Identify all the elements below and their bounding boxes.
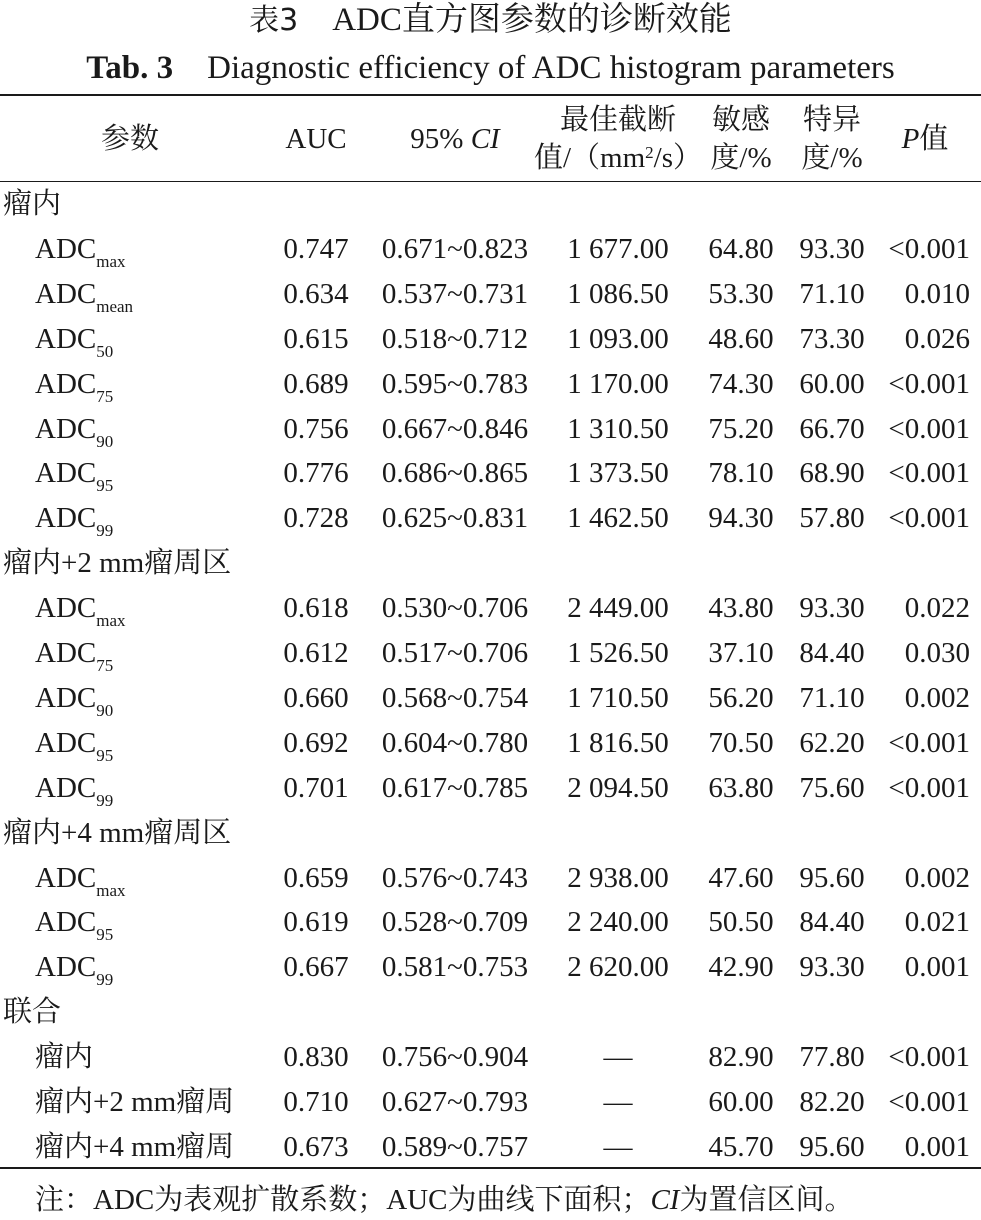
- table-row: [0, 1035, 981, 1080]
- sensitivity-cell: 47.60: [708, 861, 774, 894]
- param-subscript: max: [96, 251, 126, 271]
- table-row: [0, 317, 981, 362]
- ci-cell: 0.568~0.754: [381, 681, 529, 714]
- section-header-row: [0, 990, 981, 1035]
- table-row: [0, 496, 981, 541]
- param-name: ADC: [35, 322, 97, 355]
- param-cell: [35, 945, 113, 990]
- param-subscript: 75: [96, 386, 114, 406]
- header-param: 参数: [100, 123, 159, 155]
- p-value-cell: 0.002: [904, 681, 970, 714]
- table-row: [0, 407, 981, 452]
- sensitivity-cell: 43.80: [708, 592, 774, 625]
- table-row: [0, 766, 981, 811]
- auc-cell: 0.615: [283, 322, 349, 355]
- table-row: [0, 362, 981, 407]
- p-value-cell: 0.002: [904, 861, 970, 894]
- header-specificity: 特异 度/%: [801, 104, 863, 174]
- sensitivity-cell: 82.90: [708, 1041, 774, 1074]
- param-subscript: max: [96, 880, 126, 900]
- param-name: ADC: [35, 457, 97, 490]
- ci-cell: 0.581~0.753: [381, 951, 529, 984]
- sensitivity-cell: 50.50: [708, 906, 774, 939]
- auc-cell: 0.710: [283, 1086, 349, 1118]
- ci-cell: 0.625~0.831: [381, 502, 529, 535]
- table-row: [0, 1080, 981, 1125]
- specificity-cell: 84.40: [799, 906, 865, 939]
- auc-cell: 0.747: [283, 232, 349, 265]
- ci-cell: 0.686~0.865: [381, 457, 529, 490]
- auc-cell: 0.830: [283, 1041, 349, 1074]
- cutoff-cell: 1 462.50: [567, 502, 669, 535]
- specificity-cell: 71.10: [799, 681, 865, 714]
- param-subscript: 95: [96, 745, 114, 765]
- p-value-cell: 0.001: [904, 1130, 970, 1163]
- table-row: [0, 856, 981, 901]
- cutoff-cell: 2 620.00: [567, 951, 669, 984]
- specificity-cell: 95.60: [799, 861, 865, 894]
- cutoff-cell: 1 170.00: [567, 367, 669, 400]
- auc-cell: 0.756: [283, 412, 349, 445]
- specificity-cell: 66.70: [799, 412, 865, 445]
- sensitivity-cell: 74.30: [708, 367, 774, 400]
- section-label: 瘤内+4 mm瘤周区: [3, 816, 232, 849]
- cutoff-cell: 1 526.50: [567, 637, 669, 669]
- param-subscript: 90: [96, 700, 114, 720]
- table-row: [0, 451, 981, 496]
- param-name: ADC: [35, 906, 97, 939]
- sensitivity-cell: 45.70: [708, 1130, 774, 1163]
- specificity-cell: 93.30: [799, 232, 865, 265]
- cutoff-cell: 1 086.50: [567, 277, 669, 310]
- p-value-cell: <0.001: [888, 1086, 970, 1118]
- param-subscript: 75: [96, 656, 114, 675]
- param-cell: [35, 676, 113, 721]
- param-name: ADC: [35, 637, 97, 669]
- cutoff-cell: 2 449.00: [567, 592, 669, 625]
- sensitivity-cell: 37.10: [708, 637, 774, 669]
- sensitivity-cell: 64.80: [708, 232, 774, 265]
- auc-cell: 0.728: [283, 502, 349, 535]
- section-header-row: [0, 811, 981, 856]
- specificity-cell: 93.30: [799, 592, 865, 625]
- ci-cell: 0.604~0.780: [381, 726, 529, 759]
- ci-cell: 0.617~0.785: [381, 771, 529, 804]
- table-row: [0, 227, 981, 272]
- cutoff-cell: 1 373.50: [567, 457, 669, 490]
- param-cell: [35, 362, 113, 407]
- sensitivity-cell: 53.30: [708, 277, 774, 310]
- cutoff-cell: —: [603, 1086, 633, 1118]
- param-name: ADC: [35, 367, 97, 400]
- specificity-cell: 93.30: [799, 951, 865, 984]
- cutoff-cell: 1 093.00: [567, 322, 669, 355]
- param-cell: [35, 1035, 93, 1080]
- param-name: ADC: [35, 502, 97, 535]
- ci-cell: 0.537~0.731: [381, 277, 529, 310]
- p-value-cell: <0.001: [888, 367, 970, 400]
- p-value-cell: <0.001: [888, 771, 970, 804]
- header-auc: AUC: [285, 123, 347, 155]
- p-value-cell: 0.022: [904, 592, 970, 625]
- specificity-cell: 84.40: [799, 637, 865, 669]
- auc-cell: 0.660: [283, 681, 349, 714]
- param-name: ADC: [35, 277, 97, 310]
- param-cell: [35, 407, 113, 452]
- cutoff-cell: —: [603, 1041, 633, 1074]
- sensitivity-cell: 94.30: [708, 502, 774, 535]
- specificity-cell: 73.30: [799, 322, 865, 355]
- ci-cell: 0.595~0.783: [381, 367, 529, 400]
- param-subscript: 95: [96, 476, 114, 496]
- section-header-row: [0, 182, 981, 227]
- specificity-cell: 95.60: [799, 1130, 865, 1163]
- table-row: [0, 586, 981, 631]
- section-label: 瘤内+2 mm瘤周区: [3, 547, 232, 580]
- param-subscript: 99: [96, 970, 114, 990]
- ci-cell: 0.627~0.793: [381, 1086, 529, 1118]
- param-cell: [35, 766, 113, 811]
- cutoff-cell: 1 677.00: [567, 232, 669, 265]
- param-name: ADC: [35, 681, 97, 714]
- table-number-en: Tab. 3: [86, 50, 174, 86]
- param-cell: [35, 1125, 234, 1170]
- table-row: [0, 1125, 981, 1170]
- param-subscript: 99: [96, 521, 114, 541]
- bottom-rule: [0, 1167, 981, 1169]
- param-name: ADC: [35, 951, 97, 984]
- header-ci: 95% CI: [410, 123, 500, 155]
- ci-cell: 0.671~0.823: [381, 232, 529, 265]
- section-label: 联合: [3, 996, 62, 1029]
- p-value-cell: <0.001: [888, 232, 970, 265]
- header-cutoff: 最佳截断 值$/(mm^2/s)$: [534, 104, 703, 174]
- sensitivity-cell: 56.20: [708, 681, 774, 714]
- cutoff-cell: 1 816.50: [567, 726, 669, 759]
- auc-cell: 0.701: [283, 771, 349, 804]
- p-value-cell: <0.001: [888, 457, 970, 490]
- param-cell: [35, 631, 113, 676]
- p-value-cell: 0.026: [904, 322, 970, 355]
- table-row: [0, 900, 981, 945]
- param-subscript: 95: [96, 925, 114, 945]
- param-name: ADC: [35, 861, 97, 894]
- param-subscript: 99: [96, 790, 114, 810]
- table-note: 注：ADC为表观扩散系数；AUC为曲线下面积；CI为置信区间。: [35, 1184, 854, 1216]
- sensitivity-cell: 70.50: [708, 726, 774, 759]
- auc-cell: 0.673: [283, 1130, 349, 1163]
- table-title-chinese: [0, 0, 981, 41]
- param-cell: [35, 900, 113, 945]
- ci-cell: 0.589~0.757: [381, 1130, 529, 1163]
- cutoff-cell: 2 240.00: [567, 906, 669, 939]
- table-row: [0, 676, 981, 721]
- param-subscript: mean: [96, 296, 134, 316]
- ci-cell: 0.517~0.706: [381, 637, 529, 669]
- p-value-cell: 0.021: [904, 906, 970, 939]
- param-cell: [35, 856, 126, 901]
- param-name: ADC: [35, 412, 97, 445]
- param-name: ADC: [35, 232, 97, 265]
- param-cell: [35, 317, 113, 362]
- param-subscript: 50: [96, 341, 114, 361]
- ci-cell: 0.756~0.904: [381, 1041, 529, 1074]
- p-value-cell: 0.010: [904, 277, 970, 310]
- param-cell: [35, 1080, 234, 1125]
- param-cell: [35, 451, 113, 496]
- auc-cell: 0.776: [283, 457, 349, 490]
- cutoff-cell: 1 710.50: [567, 681, 669, 714]
- param-name: ADC: [35, 771, 97, 804]
- param-name: ADC: [35, 592, 97, 625]
- p-value-cell: 0.001: [904, 951, 970, 984]
- table-row: [0, 631, 981, 676]
- cutoff-cell: 2 094.50: [567, 771, 669, 804]
- ci-cell: 0.518~0.712: [381, 322, 529, 355]
- ci-cell: 0.667~0.846: [381, 412, 529, 445]
- ci-cell: 0.530~0.706: [381, 592, 529, 625]
- p-value-cell: <0.001: [888, 1041, 970, 1074]
- param-cell: [35, 586, 126, 631]
- param-name: 瘤内: [35, 1041, 94, 1074]
- specificity-cell: 68.90: [799, 457, 865, 490]
- table-title-en-text: Diagnostic efficiency of ADC histogram parameters: [207, 50, 895, 86]
- specificity-cell: 60.00: [799, 367, 865, 400]
- specificity-cell: 82.20: [799, 1086, 865, 1118]
- header-p-value: P 值: [901, 123, 949, 155]
- p-value-cell: <0.001: [888, 726, 970, 759]
- section-header-row: [0, 541, 981, 586]
- specificity-cell: 77.80: [799, 1041, 865, 1074]
- sensitivity-cell: 60.00: [708, 1086, 774, 1118]
- param-name: 瘤内+4 mm瘤周: [35, 1130, 235, 1163]
- p-value-cell: 0.030: [904, 637, 970, 669]
- param-name: ADC: [35, 726, 97, 759]
- auc-cell: 0.619: [283, 906, 349, 939]
- param-cell: [35, 721, 113, 766]
- auc-cell: 0.634: [283, 277, 349, 310]
- param-cell: [35, 227, 126, 272]
- specificity-cell: 71.10: [799, 277, 865, 310]
- sensitivity-cell: 63.80: [708, 771, 774, 804]
- table-row: [0, 721, 981, 766]
- sensitivity-cell: 75.20: [708, 412, 774, 445]
- auc-cell: 0.612: [283, 637, 349, 669]
- param-subscript: 90: [96, 431, 114, 451]
- p-value-cell: <0.001: [888, 412, 970, 445]
- table-title-english: [0, 48, 981, 88]
- specificity-cell: 62.20: [799, 726, 865, 759]
- auc-cell: 0.667: [283, 951, 349, 984]
- top-rule: [0, 94, 981, 96]
- specificity-cell: 75.60: [799, 771, 865, 804]
- table-row: [0, 272, 981, 317]
- cutoff-cell: —: [603, 1130, 633, 1163]
- table-title-cn-text: ADC直方图参数的诊断效能: [332, 2, 732, 38]
- sensitivity-cell: 48.60: [708, 322, 774, 355]
- table-number-cn: 表3: [249, 3, 299, 38]
- ci-cell: 0.576~0.743: [381, 861, 529, 894]
- cutoff-cell: 2 938.00: [567, 861, 669, 894]
- p-value-cell: <0.001: [888, 502, 970, 535]
- sensitivity-cell: 78.10: [708, 457, 774, 490]
- cutoff-cell: 1 310.50: [567, 412, 669, 445]
- sensitivity-cell: 42.90: [708, 951, 774, 984]
- auc-cell: 0.692: [283, 726, 349, 759]
- param-name: 瘤内+2 mm瘤周: [35, 1086, 235, 1118]
- auc-cell: 0.618: [283, 592, 349, 625]
- section-label: 瘤内: [3, 188, 62, 220]
- ci-cell: 0.528~0.709: [381, 906, 529, 939]
- param-cell: [35, 272, 133, 317]
- param-cell: [35, 496, 113, 541]
- auc-cell: 0.659: [283, 861, 349, 894]
- param-subscript: max: [96, 611, 126, 631]
- header-sensitivity: 敏感 度/%: [710, 104, 772, 174]
- auc-cell: 0.689: [283, 367, 349, 400]
- specificity-cell: 57.80: [799, 502, 865, 535]
- table-row: [0, 945, 981, 990]
